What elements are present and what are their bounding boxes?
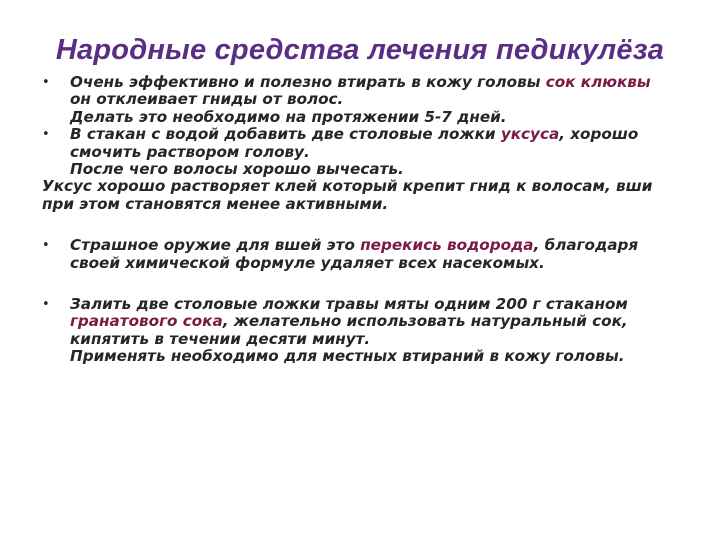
sub-paragraph-application: Применять необходимо для местных втираний в кожу головы. <box>70 347 625 366</box>
list-item-vinegar <box>42 126 672 161</box>
bullet: • <box>42 297 50 313</box>
text: Залить две столовые ложки травы мяты одним 200 г стаканом <box>70 295 628 314</box>
bullet: • <box>42 238 50 254</box>
paragraph-vinegar-effect: Уксус хорошо растворяет клей который крепит гнид к волосам, вши при этом становятся менее активными. <box>42 177 653 213</box>
highlight-pomegranate-juice: гранатового сока <box>70 312 223 331</box>
text: , хорошо смочить раствором голову. <box>70 125 639 161</box>
bullet: • <box>42 127 50 143</box>
sub-paragraph-comb: После чего волосы хорошо вычесать. <box>70 160 404 179</box>
sub-paragraph-duration: Делать это необходимо на протяжении 5-7 дней. <box>70 107 507 126</box>
text: Страшное оружие для вшей это <box>70 236 361 255</box>
highlight-hydrogen-peroxide: перекись водорода <box>360 236 534 255</box>
text: , благодаря своей химической формуле удаляет всех насекомых. <box>70 236 639 272</box>
text: он отклеивает гниды от волос. <box>70 90 344 109</box>
highlight-cranberry-juice: сок клюквы <box>545 73 651 91</box>
text: , желательно использовать натуральный сок, кипятить в течении десяти минут. <box>70 312 628 348</box>
highlight-vinegar: уксуса <box>500 125 560 144</box>
text: Очень эффективно и полезно втирать в кожу головы <box>70 73 546 91</box>
bullet: • <box>42 75 50 90</box>
text: В стакан с водой добавить две столовые ложки <box>70 125 501 144</box>
list-item-peroxide <box>42 237 672 272</box>
slide-title: Народные средства лечения педикулёза <box>55 34 665 66</box>
list-item-mint <box>42 296 672 348</box>
list-item-cranberry <box>42 74 672 109</box>
slide-content <box>42 74 672 366</box>
